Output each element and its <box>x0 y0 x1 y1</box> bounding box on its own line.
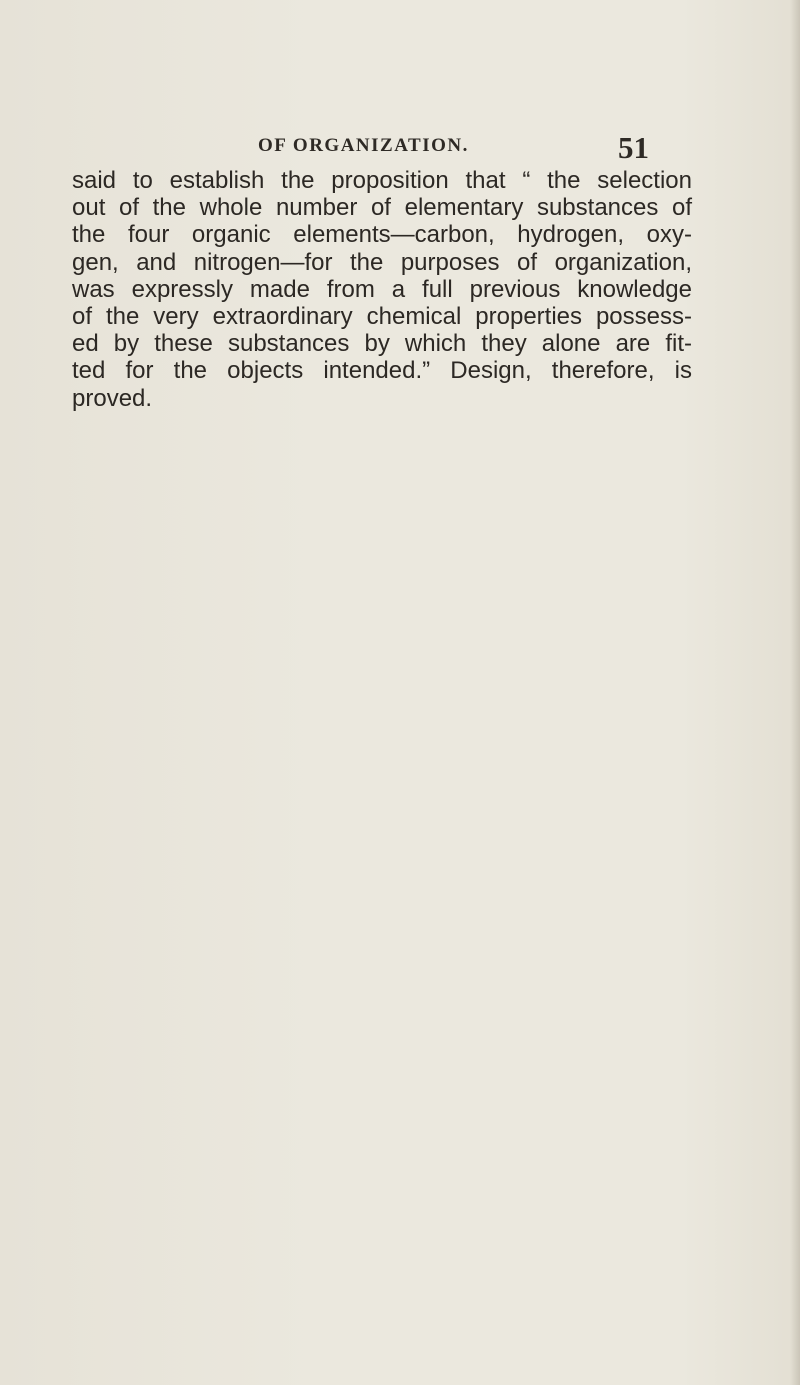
text-line: out of the whole number of elementary substances of <box>72 194 692 222</box>
text-line: was expressly made from a full previous knowledge <box>72 275 692 303</box>
page-edge-shadow <box>790 0 800 1385</box>
text-line: ed by these substances by which they alone are fit- <box>72 330 692 358</box>
page-number: 51 <box>618 130 649 165</box>
text-line: of the very extraordinary chemical properties possess- <box>72 303 692 331</box>
body-paragraph <box>72 167 692 412</box>
text-line: proved. <box>72 384 153 412</box>
text-line: ted for the objects intended.” Design, therefore, is <box>72 357 692 385</box>
text-line: gen, and nitrogen—for the purposes of organization, <box>72 248 692 276</box>
text-line: the four organic elements—carbon, hydrogen, oxy- <box>72 221 692 249</box>
running-head: OF ORGANIZATION. <box>258 135 469 156</box>
text-line: said to establish the proposition that “ the selection <box>72 167 692 194</box>
